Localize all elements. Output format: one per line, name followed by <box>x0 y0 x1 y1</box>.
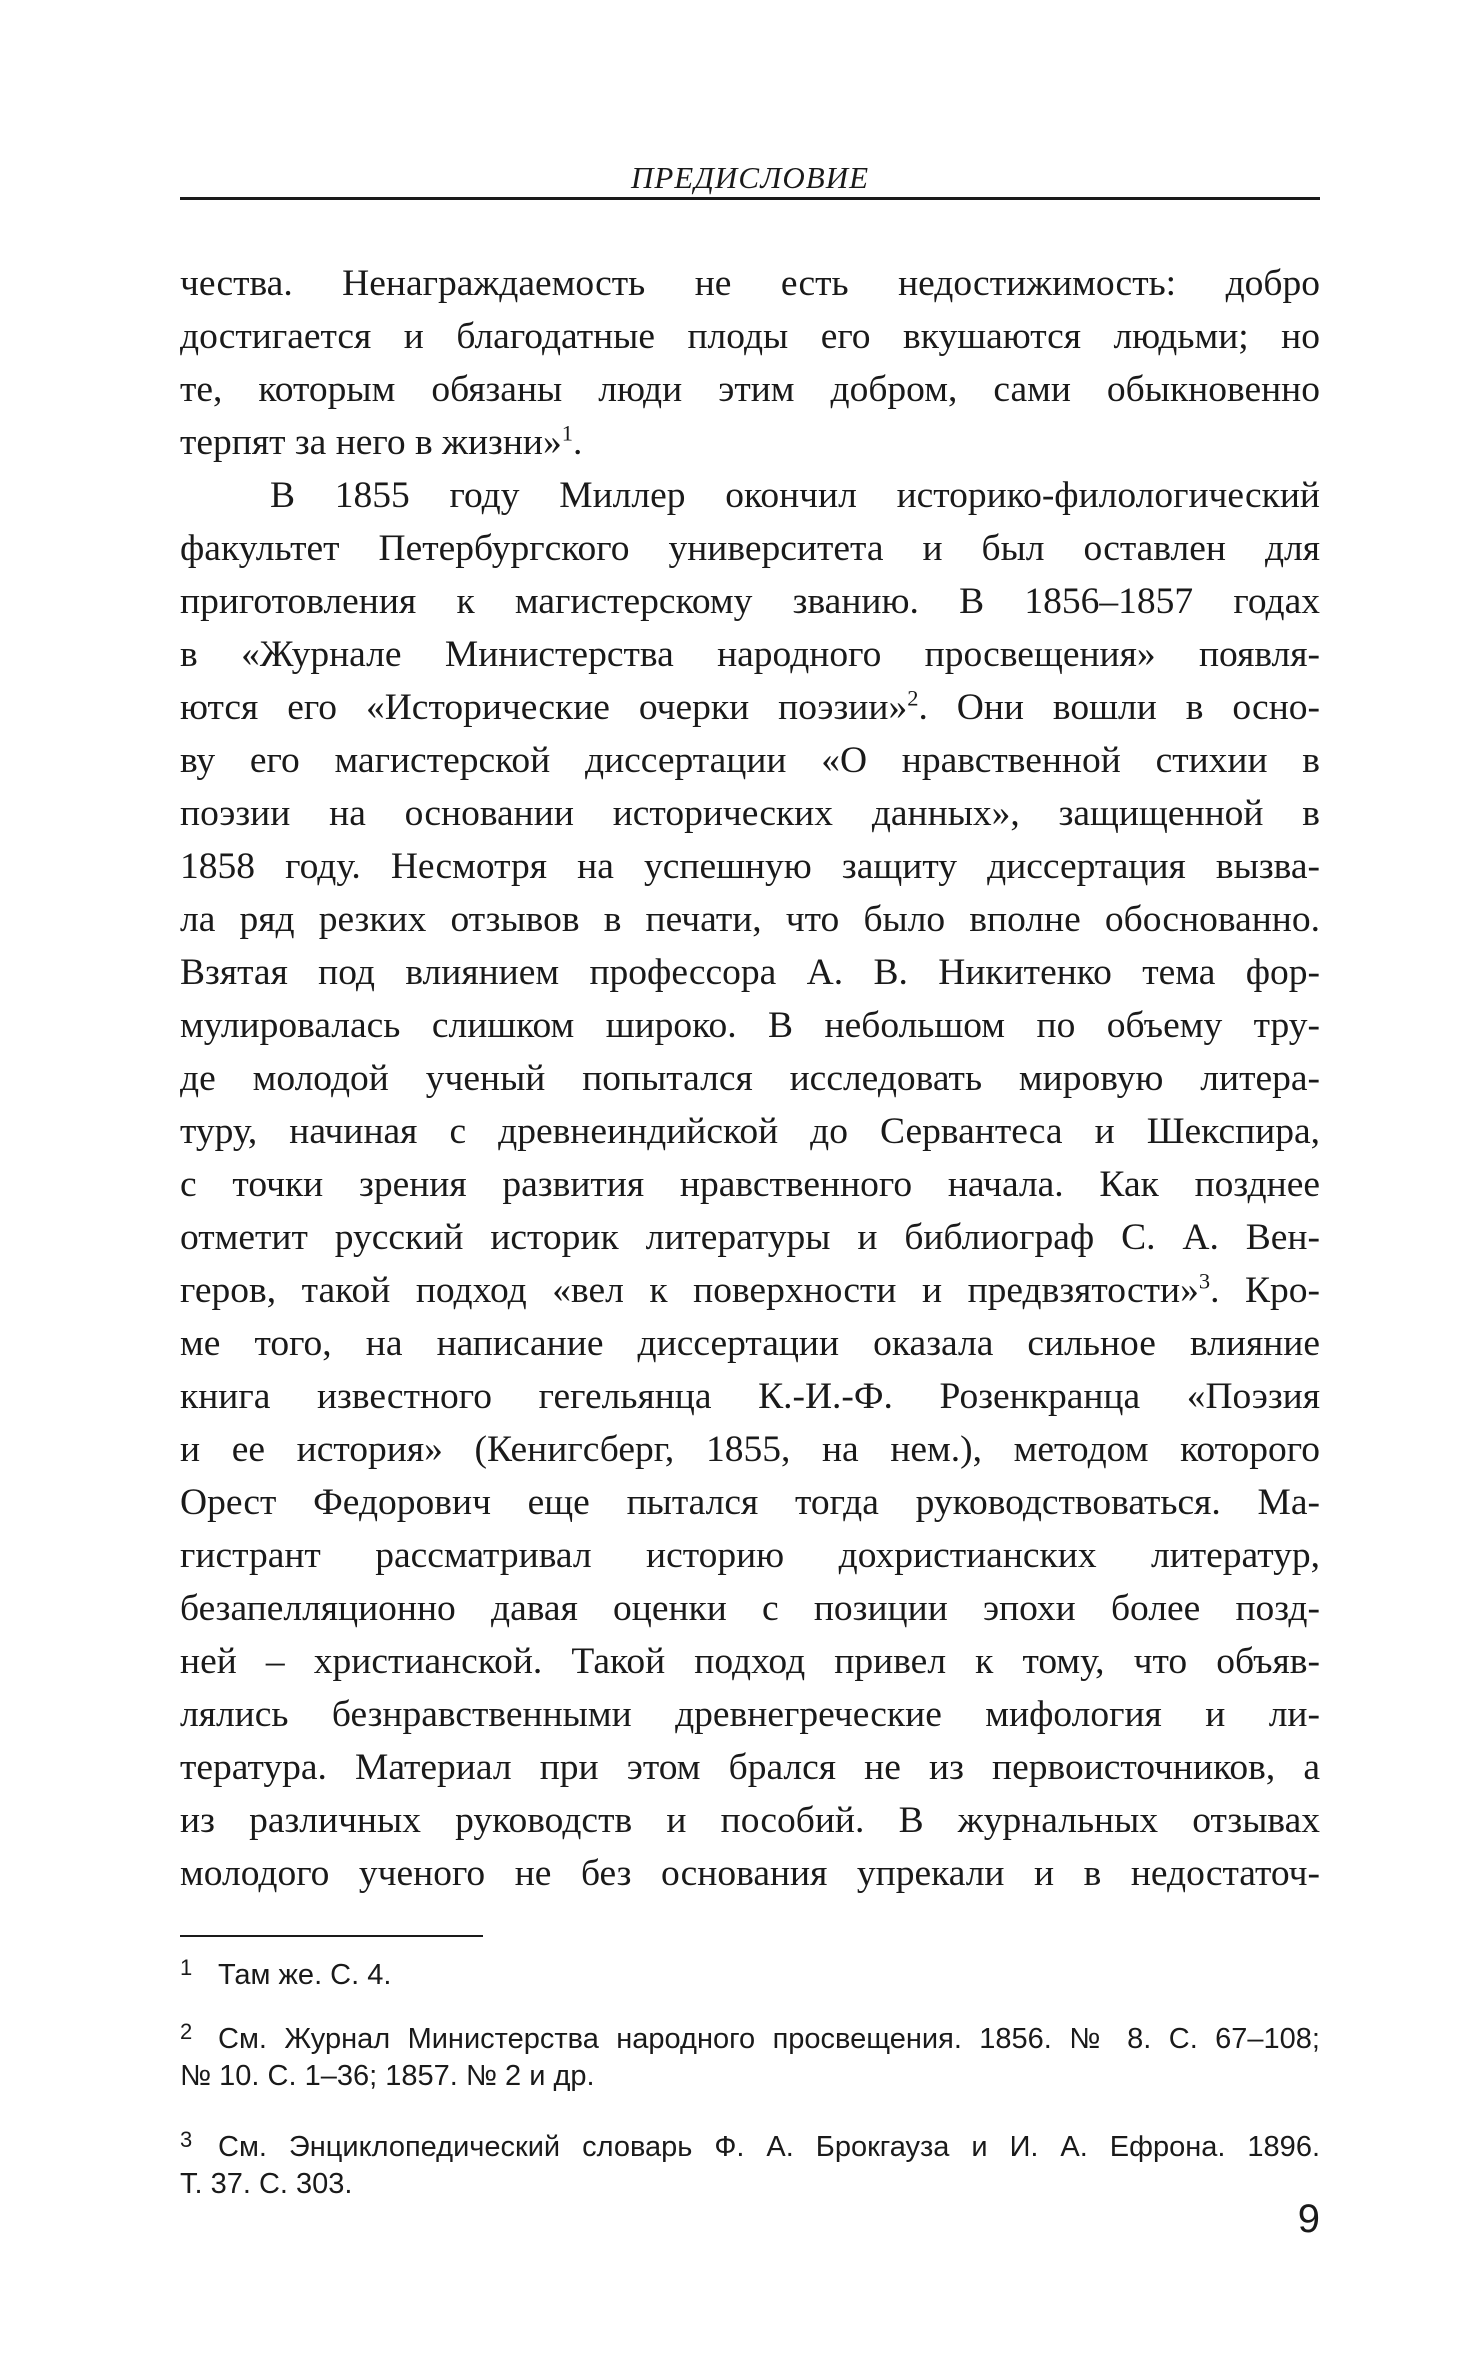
footnote-line <box>180 2010 1320 2054</box>
body-line-text: те, которым обязаны люди этим добром, сами обыкновенно <box>180 369 1320 410</box>
body-line-text: приготовления к магистерскому званию. В 1856–1857 годах <box>180 581 1320 622</box>
body-line <box>180 1211 1320 1264</box>
body-line-text: в «Журнале Министерства народного просвещения» появля- <box>180 634 1320 675</box>
footnotes <box>180 1946 1320 2226</box>
body-line <box>180 1423 1320 1476</box>
footnote-line <box>180 2118 1320 2162</box>
footnote-marker[interactable]: 3 <box>1198 1268 1211 1294</box>
header-rule <box>180 197 1320 200</box>
body-line <box>180 1688 1320 1741</box>
body-line-text: факультет Петербургского университета и был оставлен для <box>180 528 1320 569</box>
body-line <box>180 310 1320 363</box>
body-line <box>180 1317 1320 1370</box>
footnote-marker[interactable]: 2 <box>907 685 919 711</box>
body-line <box>180 1582 1320 1635</box>
footnote-number: 1 <box>180 1955 193 1980</box>
body-line <box>180 1052 1320 1105</box>
body-line-text: и ее история» (Кенигсберг, 1855, на нем.), методом которого <box>180 1429 1320 1470</box>
body-line <box>180 734 1320 787</box>
body-line-text: безапелляционно давая оценки с позиции эпохи более позд- <box>180 1588 1320 1629</box>
page-number: 9 <box>1297 2197 1320 2241</box>
footnote <box>180 1946 1320 1990</box>
body-line <box>180 1741 1320 1794</box>
body-line <box>180 1529 1320 1582</box>
body-line <box>180 787 1320 840</box>
body-line <box>180 1105 1320 1158</box>
body-line-text: геров, такой подход «вел к поверхности и предвзятости» <box>180 1270 1199 1311</box>
footnote-line <box>180 2054 1320 2098</box>
body-line <box>180 416 1320 469</box>
body-line-text: де молодой ученый попытался исследовать мировую литера- <box>180 1058 1320 1099</box>
footnote-number: 2 <box>180 2019 193 2044</box>
body-line <box>180 522 1320 575</box>
body-line-text: из различных руководств и пособий. В журнальных отзывах <box>180 1800 1320 1841</box>
body-line <box>180 1158 1320 1211</box>
body-line <box>180 575 1320 628</box>
body-line-text: Взятая под влиянием профессора А. В. Никитенко тема фор- <box>180 952 1320 993</box>
footnote-text: Там же. С. 4. <box>218 1959 392 1991</box>
body-line-text: гистрант рассматривал историю дохристианских литератур, <box>180 1535 1320 1576</box>
body-line <box>180 1794 1320 1847</box>
body-line <box>180 1476 1320 1529</box>
body-text <box>180 257 1320 1900</box>
body-line <box>180 363 1320 416</box>
footnote-number: 3 <box>180 2127 193 2152</box>
footnote <box>180 2010 1320 2098</box>
body-line <box>180 1847 1320 1900</box>
body-line-text: тература. Материал при этом брался не из первоисточников, а <box>180 1747 1320 1788</box>
footnote <box>180 2118 1320 2206</box>
body-line-text: ла ряд резких отзывов в печати, что было вполне обоснованно. <box>180 899 1320 940</box>
body-line-text: 1858 году. Несмотря на успешную защиту диссертация вызва- <box>180 846 1320 887</box>
running-head: ПРЕДИСЛОВИЕ <box>630 160 870 195</box>
footnote-text: № 10. С. 1–36; 1857. № 2 и др. <box>180 2060 595 2092</box>
body-line-text: мулировалась слишком широко. В небольшом по объему тру- <box>180 1005 1320 1046</box>
body-line-text: книга известного гегельянца К.-И.-Ф. Розенкранца «Поэзия <box>180 1376 1320 1417</box>
body-line-text: ме того, на написание диссертации оказала сильное влияние <box>180 1323 1320 1364</box>
body-line <box>180 628 1320 681</box>
body-line-text: чества. Ненаграждаемость не есть недостижимость: добро <box>180 263 1320 304</box>
body-line <box>180 469 1320 522</box>
body-line-text: лялись безнравственными древнегреческие мифология и ли- <box>180 1694 1320 1735</box>
footnote-line <box>180 1946 1320 1990</box>
body-line-text: терпят за него в жизни» <box>180 422 562 463</box>
body-line-text: ву его магистерской диссертации «О нравственной стихии в <box>180 740 1320 781</box>
body-line <box>180 893 1320 946</box>
body-line-text: В 1855 году Миллер окончил историко-филологический <box>270 475 1320 516</box>
footnote-text: См. Журнал Министерства народного просвещения. 1856. № 8. С. 67–108; <box>218 2023 1320 2055</box>
body-line <box>180 1370 1320 1423</box>
body-line <box>180 1264 1320 1317</box>
body-line <box>180 257 1320 310</box>
body-line-text: ней – христианской. Такой подход привел к тому, что объяв- <box>180 1641 1320 1682</box>
body-line-text: молодого ученого не без основания упрекали и в недостаточ- <box>180 1853 1320 1894</box>
body-line-text-after: . Они вошли в осно- <box>918 687 1320 728</box>
body-line <box>180 999 1320 1052</box>
body-line-text: туру, начиная с древнеиндийской до Сервантеса и Шекспира, <box>180 1111 1320 1152</box>
body-line-text: достигается и благодатные плоды его вкушаются людьми; но <box>180 316 1320 357</box>
footnote-text: Т. 37. С. 303. <box>180 2168 353 2200</box>
footnote-text: См. Энциклопедический словарь Ф. А. Брокгауза и И. А. Ефрона. 1896. <box>218 2131 1320 2163</box>
body-line <box>180 681 1320 734</box>
body-line <box>180 840 1320 893</box>
footnote-marker[interactable]: 1 <box>561 420 573 446</box>
footnote-separator <box>180 1935 483 1937</box>
body-line-text: поэзии на основании исторических данных», защищенной в <box>180 793 1320 834</box>
body-line-text: ются его «Исторические очерки поэзии» <box>180 687 908 728</box>
body-line <box>180 946 1320 999</box>
body-line-text: отметит русский историк литературы и библиограф С. А. Вен- <box>180 1217 1320 1258</box>
body-line-text: с точки зрения развития нравственного начала. Как позднее <box>180 1164 1320 1205</box>
body-line-text: Орест Федорович еще пытался тогда руководствоваться. Ма- <box>180 1482 1320 1523</box>
body-line-text-after: . <box>573 422 583 463</box>
body-line-text-after: . Кро- <box>1210 1270 1320 1311</box>
body-line <box>180 1635 1320 1688</box>
footnote-line <box>180 2162 1320 2206</box>
